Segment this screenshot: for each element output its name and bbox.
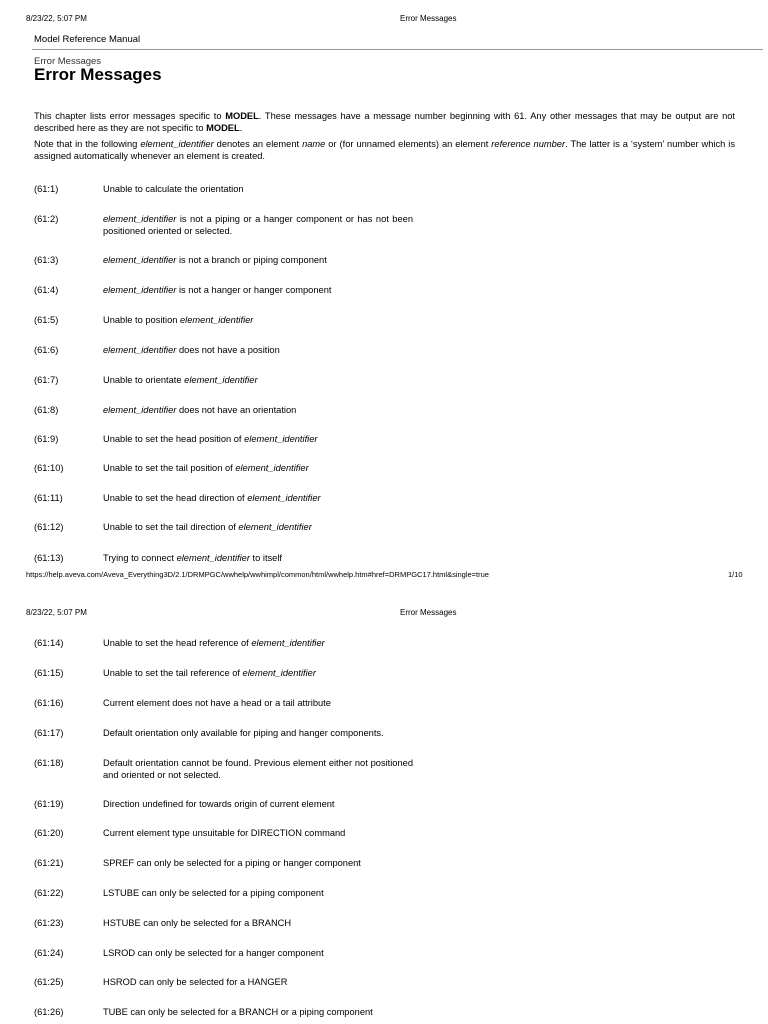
footer-page-number: 1/10 — [728, 570, 743, 579]
page-heading: Error Messages — [34, 65, 162, 84]
manual-title: Model Reference Manual — [34, 34, 141, 45]
message-code: (61:2) — [34, 214, 59, 224]
message-text: Unable to set the head reference of element_identifier — [103, 638, 325, 648]
message-text: LSROD can only be selected for a hanger component — [103, 948, 324, 958]
message-code: (61:24) — [34, 948, 64, 958]
message-code: (61:6) — [34, 345, 59, 355]
print-date: 8/23/22, 5:07 PM — [26, 14, 87, 23]
message-text: Unable to calculate the orientation — [103, 184, 244, 194]
message-code: (61:26) — [34, 1007, 64, 1017]
print-title: Error Messages — [400, 608, 457, 617]
message-text: element_identifier is not a branch or piping component — [103, 255, 327, 265]
message-code: (61:25) — [34, 977, 64, 987]
message-code: (61:21) — [34, 858, 64, 868]
message-code: (61:3) — [34, 255, 59, 265]
message-code: (61:14) — [34, 638, 64, 648]
message-text: Current element type unsuitable for DIRECTION command — [103, 828, 346, 838]
message-code: (61:11) — [34, 493, 63, 503]
message-text: Unable to position element_identifier — [103, 315, 254, 325]
message-text: LSTUBE can only be selected for a piping component — [103, 888, 324, 898]
message-text: Trying to connect element_identifier to itself — [103, 553, 282, 563]
message-text: Unable to set the tail direction of element_identifier — [103, 522, 312, 532]
message-code: (61:9) — [34, 434, 59, 444]
intro-paragraph-1: This chapter lists error messages specific to MODEL. These messages have a message number beginning with 61. Any other messages that may be output are not described here as they are not specific to MODEL. — [34, 111, 735, 133]
message-text: Unable to orientate element_identifier — [103, 375, 258, 385]
message-code: (61:22) — [34, 888, 64, 898]
message-text: element_identifier does not have an orientation — [103, 405, 297, 415]
message-text: Unable to set the tail position of element_identifier — [103, 463, 309, 473]
message-code: (61:10) — [34, 463, 64, 473]
message-code: (61:20) — [34, 828, 64, 838]
message-code: (61:19) — [34, 799, 64, 809]
message-code: (61:18) — [34, 758, 64, 768]
message-text: Direction undefined for towards origin of current element — [103, 799, 335, 809]
message-code: (61:23) — [34, 918, 64, 928]
message-code: (61:5) — [34, 315, 59, 325]
print-title: Error Messages — [400, 14, 457, 23]
message-text: HSTUBE can only be selected for a BRANCH — [103, 918, 292, 928]
message-text: HSROD can only be selected for a HANGER — [103, 977, 288, 987]
message-code: (61:1) — [34, 184, 59, 194]
message-code: (61:17) — [34, 728, 64, 738]
message-text: Default orientation only available for piping and hanger components. — [103, 728, 384, 738]
message-text: Unable to set the tail reference of element_identifier — [103, 668, 316, 678]
message-text: Current element does not have a head or a tail attribute — [103, 698, 331, 708]
footer-url: https://help.aveva.com/Aveva_Everything3D/2.1/DRMPGC/wwhelp/wwhimpl/common/html/wwhelp.htm#href=DRMPGC17.html&single=true — [26, 570, 489, 579]
message-text: SPREF can only be selected for a piping or hanger component — [103, 858, 361, 868]
print-date: 8/23/22, 5:07 PM — [26, 608, 87, 617]
message-code: (61:8) — [34, 405, 59, 415]
message-text: element_identifier is not a piping or a hanger component or has not been positioned oriented or selected. — [103, 214, 413, 236]
message-code: (61:16) — [34, 698, 64, 708]
message-text: element_identifier does not have a position — [103, 345, 280, 355]
message-text: Default orientation cannot be found. Previous element either not positioned and oriented or not selected. — [103, 758, 413, 780]
message-text: element_identifier is not a hanger or hanger component — [103, 285, 332, 295]
breadcrumb: Error Messages — [34, 56, 102, 67]
intro-paragraph-2: Note that in the following element_identifier denotes an element name or (for unnamed elements) an element reference number. The latter is a ‘system’ number which is assigned automatically whenever an element is created. — [34, 139, 735, 161]
message-code: (61:12) — [34, 522, 64, 532]
message-text: TUBE can only be selected for a BRANCH or a piping component — [103, 1007, 373, 1017]
header-divider — [32, 49, 763, 50]
message-text: Unable to set the head position of element_identifier — [103, 434, 318, 444]
message-code: (61:7) — [34, 375, 59, 385]
message-code: (61:13) — [34, 553, 64, 563]
message-code: (61:4) — [34, 285, 59, 295]
message-code: (61:15) — [34, 668, 64, 678]
message-text: Unable to set the head direction of element_identifier — [103, 493, 321, 503]
